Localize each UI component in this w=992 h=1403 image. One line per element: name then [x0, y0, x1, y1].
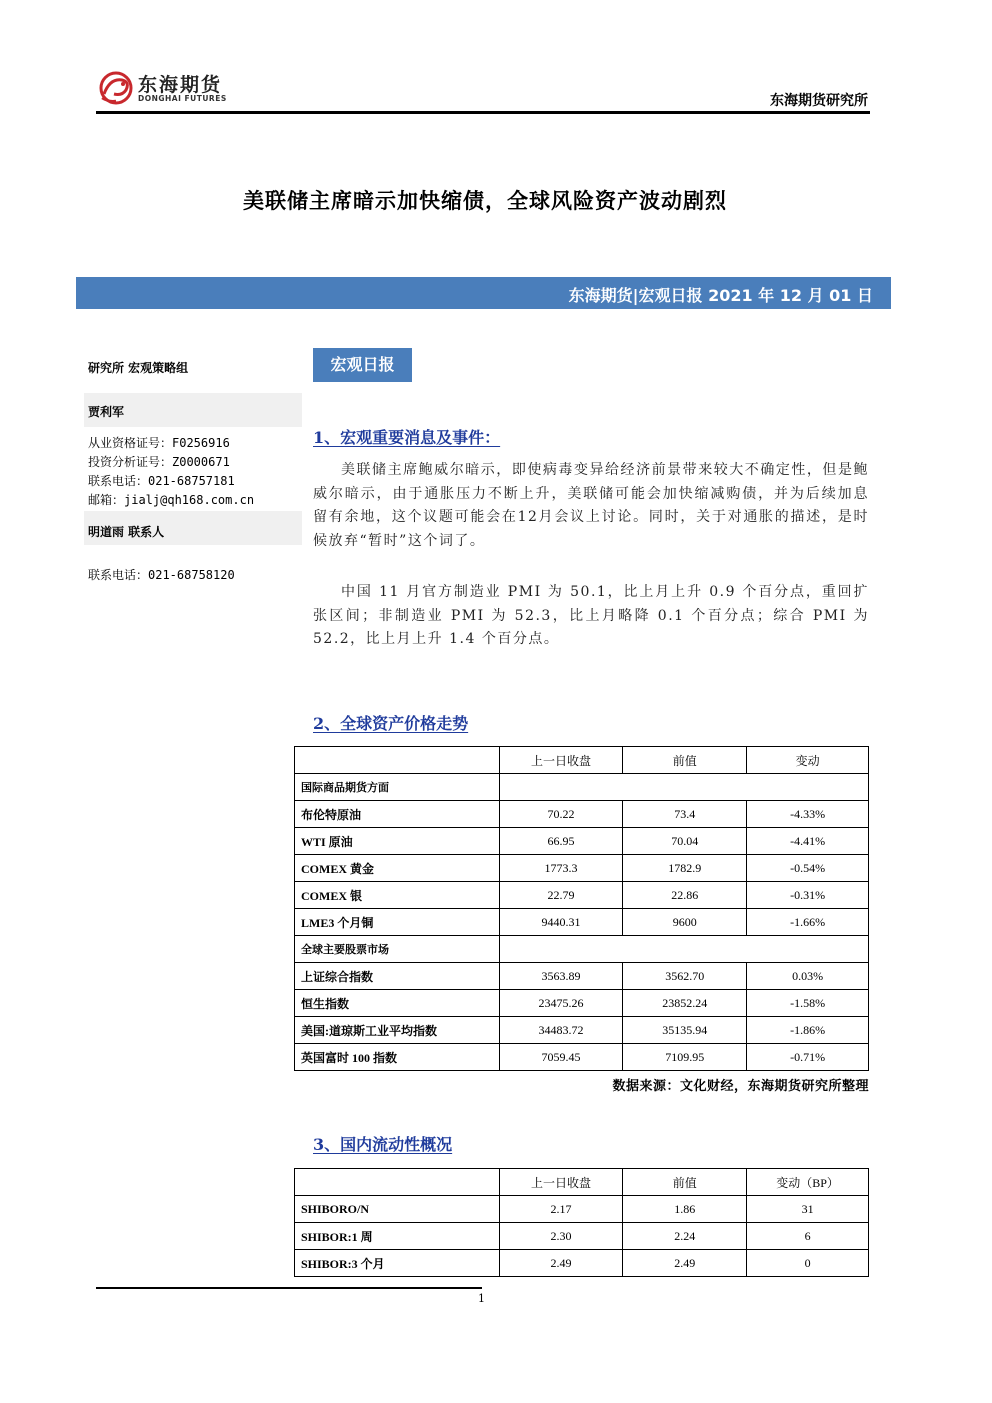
table-cell: 3562.70	[623, 963, 747, 990]
table-cell: 6	[747, 1223, 869, 1250]
table-cell: 9600	[623, 909, 747, 936]
header-institute: 东海期货研究所	[770, 93, 868, 109]
table-row	[295, 1196, 869, 1223]
table-cell: 英国富时 100 指数	[295, 1044, 500, 1071]
table-row	[295, 963, 869, 990]
table-cell: 0.03%	[747, 963, 869, 990]
analyst-email: 邮箱：jialj@qh168.com.cn	[88, 493, 255, 507]
report-type-tag: 宏观日报	[313, 348, 412, 382]
table-cell: -1.66%	[747, 909, 869, 936]
table-cell: 70.22	[499, 801, 623, 828]
report-title: 美联储主席暗示加快缩债，全球风险资产波动剧烈	[243, 188, 727, 213]
header-divider	[96, 111, 870, 114]
table-header-cell: 上一日收盘	[499, 1169, 623, 1196]
table-cell: 31	[747, 1196, 869, 1223]
table-row	[295, 855, 869, 882]
table-cell: 73.4	[623, 801, 747, 828]
table-header-cell: 变动	[747, 747, 869, 774]
table-header-cell: 变动（BP）	[747, 1169, 869, 1196]
table-cell: 9440.31	[499, 909, 623, 936]
footer-divider	[96, 1287, 482, 1289]
table-cell: 美国:道琼斯工业平均指数	[295, 1017, 500, 1044]
table-cell: 1782.9	[623, 855, 747, 882]
table-header-cell: 前值	[623, 1169, 747, 1196]
table-cell: 0	[747, 1250, 869, 1277]
table-cell: 2.24	[623, 1223, 747, 1250]
report-banner	[76, 277, 891, 309]
table-cell	[499, 936, 868, 963]
table-group-row	[295, 936, 869, 963]
table-header-cell	[295, 747, 500, 774]
group-label: 全球主要股票市场	[295, 936, 500, 963]
table-cell: 2.30	[499, 1223, 623, 1250]
table-cell: WTI 原油	[295, 828, 500, 855]
contact-phone: 联系电话：021-68758120	[88, 568, 235, 582]
section-heading-assets: 2、全球资产价格走势	[313, 714, 469, 733]
data-source-note: 数据来源：文化财经，东海期货研究所整理	[612, 1079, 869, 1094]
analysis-number: 投资分析证号：Z0000671	[88, 455, 230, 469]
table-cell: -0.54%	[747, 855, 869, 882]
analyst-phone: 联系电话：021-68757181	[88, 474, 235, 488]
table-cell: SHIBOR:3 个月	[295, 1250, 500, 1277]
table-cell: 恒生指数	[295, 990, 500, 1017]
table-cell: COMEX 银	[295, 882, 500, 909]
table-cell: 23852.24	[623, 990, 747, 1017]
table-cell	[499, 774, 868, 801]
table-header-row	[295, 1169, 869, 1196]
table-cell: -0.71%	[747, 1044, 869, 1071]
table-header-row	[295, 747, 869, 774]
table-cell: -4.41%	[747, 828, 869, 855]
table-cell: LME3 个月铜	[295, 909, 500, 936]
table-cell: -1.86%	[747, 1017, 869, 1044]
table-row	[295, 882, 869, 909]
table-header-cell	[295, 1169, 500, 1196]
table-header-cell: 前值	[623, 747, 747, 774]
table-cell: 34483.72	[499, 1017, 623, 1044]
table-cell: 35135.94	[623, 1017, 747, 1044]
liquidity-table	[294, 1168, 869, 1277]
table-row	[295, 1223, 869, 1250]
contact-name: 明道雨 联系人	[88, 525, 165, 539]
asset-price-table	[294, 746, 869, 1071]
page-number: 1	[478, 1292, 485, 1305]
table-cell: COMEX 黄金	[295, 855, 500, 882]
analyst-name: 贾利军	[88, 405, 125, 419]
table-cell: SHIBOR:1 周	[295, 1223, 500, 1250]
news-paragraph-pmi: 中国 11 月官方制造业 PMI 为 50.1，比上月上升 0.9 个百分点，重回扩张区间；非制造业 PMI 为 52.3，比上月略降 0.1 个百分点；综合 PMI 为 52.2，比上月上升 1.4 个百分点。	[313, 584, 869, 647]
sidebar-department: 研究所 宏观策略组	[88, 361, 189, 375]
table-header-cell: 上一日收盘	[499, 747, 623, 774]
table-cell: 70.04	[623, 828, 747, 855]
table-cell: 2.49	[499, 1250, 623, 1277]
logo-text-en: DONGHAI FUTURES	[138, 94, 227, 103]
table-cell: 3563.89	[499, 963, 623, 990]
table-cell: 22.79	[499, 882, 623, 909]
table-row	[295, 1044, 869, 1071]
section-heading-liquidity: 3、国内流动性概况	[313, 1135, 453, 1154]
table-cell: 7109.95	[623, 1044, 747, 1071]
table-cell: 2.17	[499, 1196, 623, 1223]
news-paragraph-fed: 美联储主席鲍威尔暗示，即使病毒变异给经济前景带来较大不确定性，但是鲍威尔暗示，由于通胀压力不断上升，美联储可能会加快缩减购债，并为后续加息留有余地，这个议题可能会在12月会议上讨论。同时，关于对通胀的描述，是时候放弃“暂时”这个词了。	[313, 462, 869, 549]
table-cell: 1.86	[623, 1196, 747, 1223]
table-cell: 布伦特原油	[295, 801, 500, 828]
table-cell: 1773.3	[499, 855, 623, 882]
table-cell: 7059.45	[499, 1044, 623, 1071]
company-logo	[96, 66, 236, 110]
qualification-number: 从业资格证号：F0256916	[88, 436, 230, 450]
table-row	[295, 1017, 869, 1044]
table-cell: -1.58%	[747, 990, 869, 1017]
dragon-logo-icon	[96, 68, 136, 108]
table-cell: SHIBORO/N	[295, 1196, 500, 1223]
table-cell: 2.49	[623, 1250, 747, 1277]
table-row	[295, 801, 869, 828]
table-cell: 22.86	[623, 882, 747, 909]
logo-text-cn: 东海期货	[138, 74, 223, 96]
table-cell: -0.31%	[747, 882, 869, 909]
banner-text: 东海期货|宏观日报 2021 年 12 月 01 日	[568, 286, 873, 305]
group-label: 国际商品期货方面	[295, 774, 500, 801]
table-row	[295, 828, 869, 855]
section-heading-news: 1、宏观重要消息及事件：	[313, 428, 501, 447]
table-row	[295, 990, 869, 1017]
table-cell: -4.33%	[747, 801, 869, 828]
table-cell: 23475.26	[499, 990, 623, 1017]
table-row	[295, 1250, 869, 1277]
table-group-row	[295, 774, 869, 801]
table-row	[295, 909, 869, 936]
table-cell: 上证综合指数	[295, 963, 500, 990]
table-cell: 66.95	[499, 828, 623, 855]
analyst-contact	[88, 434, 254, 510]
